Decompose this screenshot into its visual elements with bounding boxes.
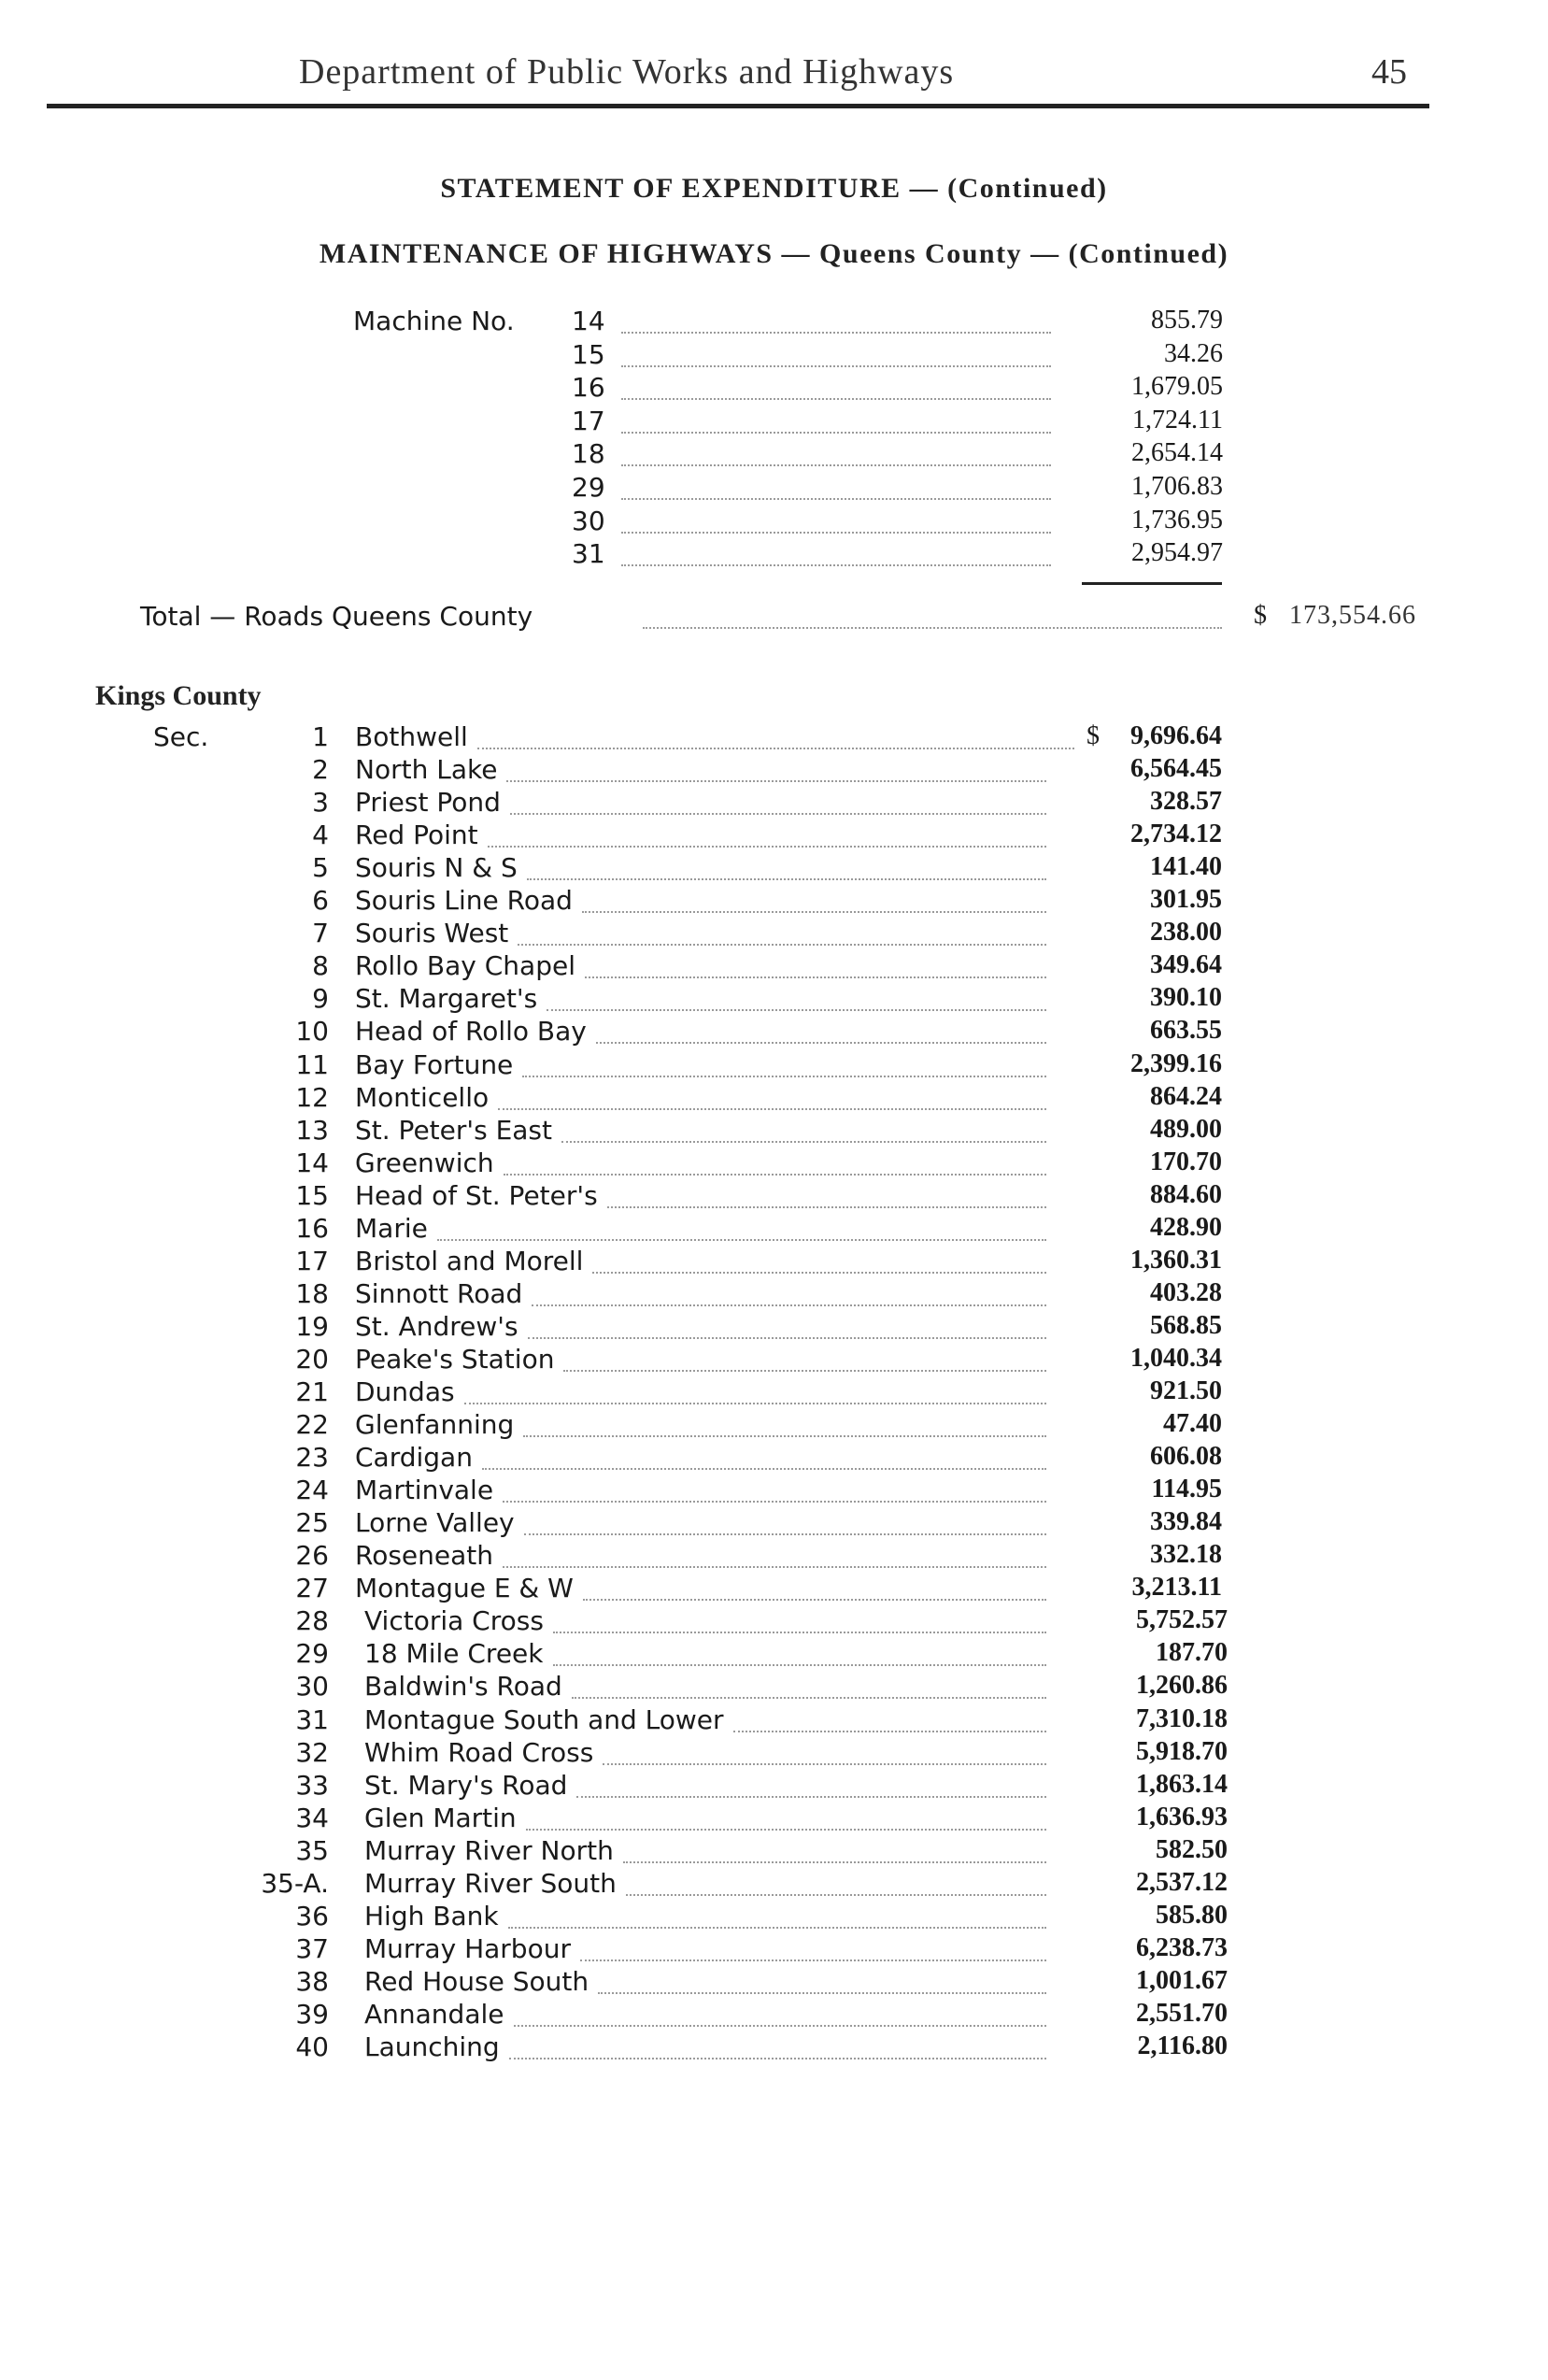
dot-leader [524,1533,1046,1535]
machine-number: 17 [572,405,605,436]
section-name: Priest Pond [355,787,501,819]
section-name: St. Margaret's [355,983,538,1015]
section-number: 33 [295,1769,329,1801]
section-name: St. Peter's East [355,1114,552,1146]
section-name: Head of Rollo Bay [355,1016,587,1047]
section-name: Souris West [355,918,509,949]
section-amount: 301.95 [1150,885,1222,915]
dot-leader [527,878,1046,880]
section-amount: 5,752.57 [1136,1605,1228,1635]
section-row [0,1409,1548,1442]
machine-row [0,472,1548,505]
machine-number: 31 [572,538,605,570]
section-row [0,1213,1548,1246]
section-amount: 141.40 [1150,852,1222,882]
section-row [0,1835,1548,1868]
section-row [0,1573,1548,1605]
section-row [0,1082,1548,1115]
county-heading: Kings County [95,680,262,711]
section-row [0,1770,1548,1803]
section-amount: 403.28 [1150,1277,1222,1307]
running-title: Department of Public Works and Highways [299,52,955,92]
machine-row [0,306,1548,338]
section-amount: 390.10 [1150,983,1222,1013]
machine-label: Machine No. [353,306,515,336]
dot-leader [509,2058,1046,2059]
section-row [0,1278,1548,1311]
section-amount: 238.00 [1150,918,1222,948]
section-row [0,1311,1548,1344]
section-row [0,1442,1548,1475]
section-row [0,1147,1548,1180]
dot-leader [528,1337,1046,1339]
section-name: Marie [355,1212,428,1244]
section-row [0,1049,1548,1082]
section-number: 19 [295,1310,329,1342]
section-amount: 2,399.16 [1130,1048,1222,1078]
section-row [0,1671,1548,1703]
section-number: 11 [295,1048,329,1080]
section-name: Rollo Bay Chapel [355,950,575,982]
section-number: 22 [295,1409,329,1441]
section-number: 32 [295,1736,329,1768]
section-amount: 1,636.93 [1136,1802,1228,1831]
section-number: 36 [295,1900,329,1931]
dot-leader [596,1042,1046,1044]
section-row [0,1540,1548,1573]
dot-leader [510,813,1046,815]
machine-number: 16 [572,372,605,404]
section-number: 31 [295,1703,329,1735]
section-row [0,852,1548,885]
section-number: 30 [295,1671,329,1703]
dot-leader [603,1763,1046,1765]
section-number: 2 [312,754,329,786]
section-amount: 489.00 [1150,1114,1222,1144]
dot-leader [583,1599,1046,1601]
section-amount: 2,734.12 [1130,819,1222,849]
section-name: Murray River South [364,1867,617,1899]
section-row [0,1933,1548,1966]
section-name: 18 Mile Creek [364,1638,544,1670]
section-number: 10 [295,1016,329,1047]
section-name: Lorne Valley [355,1507,515,1539]
section-name: High Bank [364,1900,499,1931]
section-amount: 332.18 [1150,1540,1222,1570]
section-name: St. Mary's Road [364,1769,568,1801]
maintenance-heading: MAINTENANCE OF HIGHWAYS — Queens County — (Continued) [319,238,1229,269]
section-amount: 349.64 [1150,950,1222,980]
section-name: Murray River North [364,1834,614,1866]
dot-leader [623,1861,1046,1863]
section-amount: 47.40 [1163,1409,1222,1439]
section-number: 40 [295,2031,329,2062]
section-number: 25 [295,1507,329,1539]
section-name: Bay Fortune [355,1048,514,1080]
section-name: Montague South and Lower [364,1703,724,1735]
dot-leader [733,1731,1046,1732]
currency-sign: $ [1086,721,1100,750]
dot-leader [598,1992,1046,1994]
dot-leader [582,911,1046,913]
section-row [0,1246,1548,1278]
section-number: 28 [295,1605,329,1637]
section-row [0,983,1548,1016]
section-name: Launching [364,2031,500,2062]
section-row [0,1016,1548,1048]
dot-leader [585,976,1046,978]
machine-row [0,406,1548,438]
section-row [0,1605,1548,1638]
section-number: 24 [295,1475,329,1506]
section-amount: 921.50 [1150,1376,1222,1405]
dot-leader [607,1206,1046,1208]
section-number: 1 [312,721,329,752]
section-number: 38 [295,1965,329,1997]
section-amount: 585.80 [1156,1900,1228,1930]
section-row [0,819,1548,852]
dot-leader [563,1370,1046,1372]
section-number: 17 [295,1245,329,1276]
section-name: Monticello [355,1081,490,1113]
section-number: 8 [312,950,329,982]
section-amount: 1,001.67 [1136,1965,1228,1995]
machine-amount: 855.79 [1151,306,1223,335]
machine-amount: 34.26 [1164,338,1223,368]
section-name: Martinvale [355,1475,494,1506]
page-number: 45 [1371,52,1407,92]
dot-leader [561,1141,1046,1143]
section-amount: 6,564.45 [1130,754,1222,784]
section-number: 16 [295,1212,329,1244]
section-row [0,1376,1548,1409]
machine-amount: 1,724.11 [1132,405,1223,435]
machine-row [0,506,1548,538]
section-number: 13 [295,1114,329,1146]
dot-leader [547,1009,1046,1011]
section-number: 15 [295,1179,329,1211]
section-amount: 1,863.14 [1136,1769,1228,1799]
section-amount: 606.08 [1150,1442,1222,1472]
dot-leader [508,1927,1046,1929]
section-amount: 7,310.18 [1136,1703,1228,1733]
machine-number: 29 [572,472,605,503]
machine-amount: 1,706.83 [1131,472,1223,501]
section-row [0,885,1548,918]
dot-leader [526,1829,1046,1831]
section-row [0,1475,1548,1507]
total-label: Total — Roads Queens County [140,601,533,632]
section-amount: 170.70 [1150,1147,1222,1176]
statement-heading: STATEMENT OF EXPENDITURE — (Continued) [440,173,1108,204]
section-amount: 582.50 [1156,1834,1228,1864]
total-currency: $ [1254,601,1267,630]
section-row [0,1344,1548,1376]
section-name: St. Andrew's [355,1310,518,1342]
machine-row [0,372,1548,405]
section-row [0,1868,1548,1901]
dot-leader [464,1403,1046,1404]
section-amount: 2,116.80 [1137,2031,1228,2060]
section-number: 27 [295,1573,329,1604]
dot-leader [580,1960,1046,1961]
section-name: North Lake [355,754,498,786]
section-row [0,1180,1548,1213]
sum-rule [1082,582,1222,585]
dot-leader [523,1435,1046,1437]
section-name: Peake's Station [355,1343,555,1375]
dot-leader [488,846,1046,848]
section-amount: 884.60 [1150,1179,1222,1209]
section-amount: 114.95 [1151,1475,1222,1504]
dot-leader [437,1239,1046,1241]
dot-leader [621,332,1051,334]
section-number: 5 [312,852,329,884]
section-name: Annandale [364,1998,504,2030]
section-number: 35-A. [261,1867,329,1899]
section-amount: 428.90 [1150,1212,1222,1242]
section-name: Red Point [355,819,478,851]
header-rule [47,104,1429,108]
dot-leader [592,1272,1046,1274]
dot-leader [477,748,1074,749]
machine-number: 14 [572,306,605,336]
dot-leader [621,532,1051,534]
section-amount: 1,040.34 [1130,1343,1222,1373]
section-number: 39 [295,1998,329,2030]
section-number: 12 [295,1081,329,1113]
section-name: Dundas [355,1376,455,1407]
section-amount: 5,918.70 [1136,1736,1228,1766]
dot-leader [626,1894,1046,1896]
machine-number: 30 [572,505,605,536]
section-number: 21 [295,1376,329,1407]
section-number: 6 [312,885,329,917]
dot-leader [621,432,1051,434]
section-row [0,754,1548,787]
dot-leader [621,398,1051,400]
sec-label: Sec. [153,721,209,752]
section-row [0,918,1548,950]
section-number: 18 [295,1277,329,1309]
dot-leader [553,1664,1046,1666]
dot-leader [514,2025,1046,2027]
section-amount: 339.84 [1150,1507,1222,1537]
section-row [0,950,1548,983]
section-name: Baldwin's Road [364,1671,562,1703]
section-row [0,1638,1548,1671]
dot-leader [498,1108,1046,1110]
dot-leader [532,1304,1046,1306]
section-name: Bristol and Morell [355,1245,584,1276]
dot-leader [621,365,1051,367]
section-row [0,1803,1548,1835]
section-name: Whim Road Cross [364,1736,594,1768]
section-number: 7 [312,918,329,949]
section-name: Greenwich [355,1147,494,1178]
section-amount: 1,360.31 [1130,1245,1222,1275]
dot-leader [518,944,1046,946]
dot-leader [621,498,1051,500]
section-name: Montague E & W [355,1573,574,1604]
machine-number: 15 [572,338,605,370]
section-name: Souris N & S [355,852,518,884]
section-name: Glen Martin [364,1802,517,1833]
section-amount: 568.85 [1150,1310,1222,1340]
machine-amount: 2,654.14 [1131,438,1223,468]
section-number: 3 [312,787,329,819]
page-header [0,0,1548,112]
section-amount: 2,537.12 [1136,1867,1228,1897]
section-row [0,1966,1548,1999]
section-amount: 2,551.70 [1136,1998,1228,2028]
section-amount: 9,696.64 [1130,721,1222,750]
section-amount: 864.24 [1150,1081,1222,1111]
section-amount: 3,213.11 [1131,1573,1222,1603]
section-name: Roseneath [355,1540,493,1572]
dot-leader [621,464,1051,466]
section-name: Murray Harbour [364,1932,571,1964]
dot-leader [576,1796,1046,1798]
machine-amount: 1,679.05 [1131,372,1223,402]
dot-leader [503,1566,1046,1568]
dot-leader [506,780,1046,782]
section-name: Victoria Cross [364,1605,544,1637]
machine-amount: 1,736.95 [1131,505,1223,534]
machine-row [0,538,1548,571]
machine-row [0,339,1548,372]
section-amount: 328.57 [1150,787,1222,817]
section-number: 34 [295,1802,329,1833]
section-row [0,1999,1548,2031]
dot-leader [553,1632,1046,1633]
machine-number: 18 [572,438,605,470]
section-row [0,1115,1548,1147]
section-name: Souris Line Road [355,885,573,917]
section-amount: 6,238.73 [1136,1932,1228,1962]
section-number: 37 [295,1932,329,1964]
section-row [0,1507,1548,1540]
section-row [0,721,1548,754]
dot-leader [643,627,1222,629]
section-number: 29 [295,1638,329,1670]
section-name: Head of St. Peter's [355,1179,598,1211]
dot-leader [572,1697,1046,1699]
machine-row [0,438,1548,471]
dot-leader [522,1076,1046,1077]
section-number: 9 [312,983,329,1015]
total-row [0,601,1548,634]
section-row [0,1901,1548,1933]
section-name: Red House South [364,1965,589,1997]
section-row [0,2031,1548,2064]
section-row [0,1737,1548,1770]
section-number: 20 [295,1343,329,1375]
dot-leader [503,1501,1046,1503]
section-amount: 1,260.86 [1136,1671,1228,1701]
section-amount: 187.70 [1156,1638,1228,1668]
section-number: 26 [295,1540,329,1572]
section-row [0,787,1548,819]
dot-leader [504,1174,1046,1176]
section-amount: 663.55 [1150,1016,1222,1046]
dot-leader [621,564,1051,566]
section-number: 35 [295,1834,329,1866]
section-number: 23 [295,1442,329,1474]
section-name: Cardigan [355,1442,473,1474]
dot-leader [482,1468,1046,1470]
section-name: Bothwell [355,721,468,752]
section-row [0,1704,1548,1737]
section-name: Sinnott Road [355,1277,523,1309]
section-name: Glenfanning [355,1409,515,1441]
machine-amount: 2,954.97 [1131,538,1223,568]
total-amount: 173,554.66 [1289,601,1416,630]
section-number: 14 [295,1147,329,1178]
section-number: 4 [312,819,329,851]
